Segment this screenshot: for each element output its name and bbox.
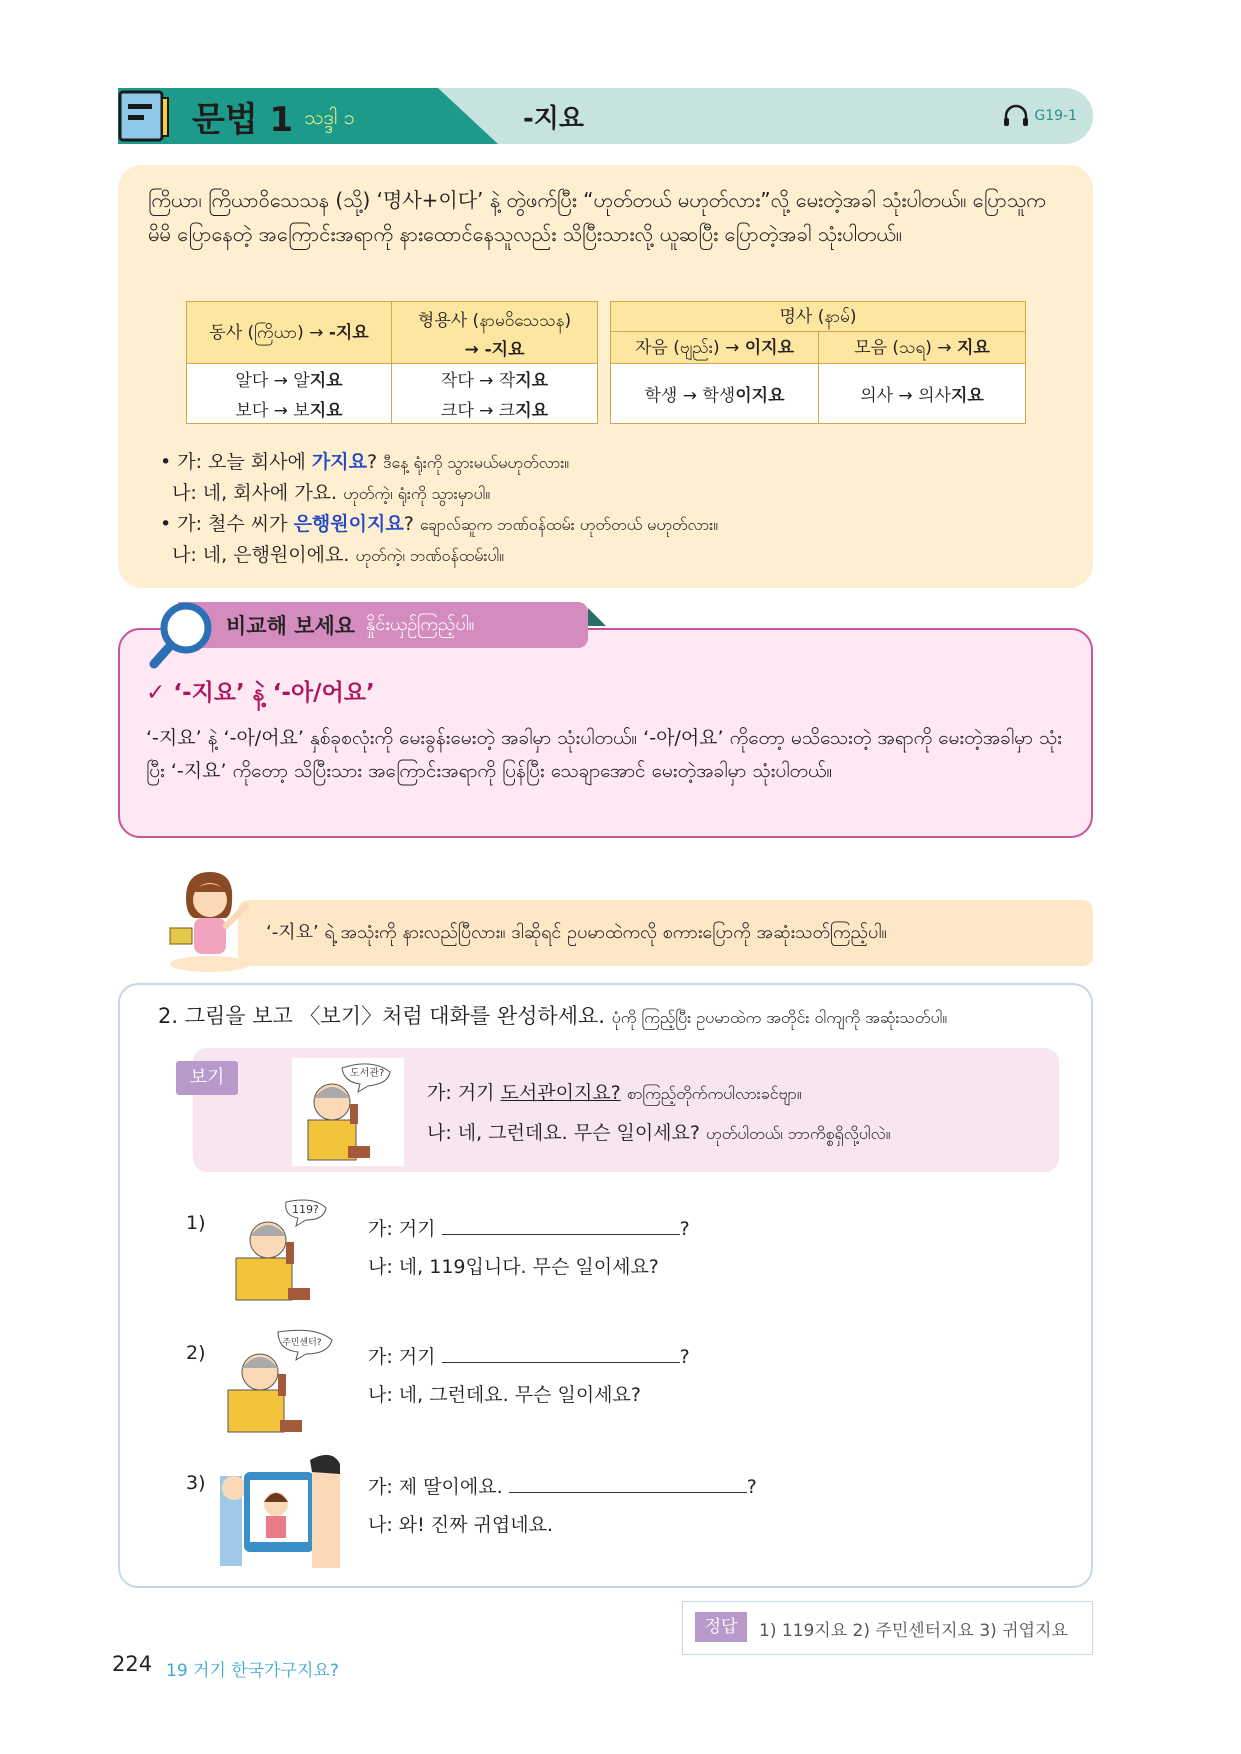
man-on-phone-illustration [228,1196,340,1304]
example-sentence [172,540,504,569]
exercise-title [158,1000,947,1031]
man-on-phone-illustration [292,1058,404,1166]
compare-heading [146,674,375,712]
noun-header: 명사 (နာမ်) [611,302,1026,332]
verb-header [187,302,392,364]
answer-blank[interactable] [442,1345,680,1363]
noun-conjugation-table [610,301,1026,424]
example-line-b [427,1118,890,1147]
example-translation: ဟုတ်ကဲ့၊ ရုံးကို သွားမှာပါ။ [343,484,491,503]
vowel-header [819,332,1026,364]
example-line-a [427,1078,802,1107]
consonant-header-ending: 이지요 [744,338,794,358]
audio-track[interactable] [1002,104,1077,128]
example-translation: ဒီနေ့ ရုံးကို သွားမယ်မဟုတ်လား။ [383,453,570,472]
item-number: 1) [186,1212,206,1234]
bullet: • [160,451,172,473]
example-korean: 가: 오늘 회사에 [177,451,312,473]
speech-bubble-text: 주민센터? [282,1338,322,1348]
tip-text: ‘-지요’ ရဲ့ အသုံးကို နားလည်ပြီလား။ ဒါဆိုရင် ဥပမာထဲကလို စကားပြောကို အဆုံးသတ်ကြည့်ပါ။ [266,922,887,943]
verb-example-2-ending: 지요 [309,400,343,421]
consonant-example-stem: 학생 → 학생 [644,386,736,406]
page-number: 224 [112,1652,153,1676]
exercise-title-korean: 2. 그림을 보고 〈보기〉처럼 대화를 완성하세요. [158,1004,605,1028]
tab-fold [588,608,606,626]
example-line-b-translation: ဟုတ်ပါတယ်၊ ဘာကိစ္စရှိလို့ပါလဲ။ [706,1124,891,1143]
exercise-title-translation: ပုံကို ကြည့်ပြီး ဥပမာထဲက အတိုင်း ဝါကျကို အဆုံးသတ်ပါ။ [611,1008,948,1027]
consonant-header [611,332,819,364]
verb-header-text: 동사 (ကြိယာ) → [209,323,329,343]
example-label: 보기 [176,1061,238,1095]
item-3-prefix: 가: 제 딸이에요. [368,1476,503,1498]
example-line-b-korean: 나: 네, 그런데요. 무슨 일이세요? [427,1122,700,1144]
adjective-header-line1: 형용사 (နာမဝိသေသန) [417,310,572,331]
speech-bubble-text: 119? [292,1203,319,1216]
adjective-example-1-ending: 지요 [515,371,549,392]
compare-body: ‘-지요’ နဲ့ ‘-아/어요’ နှစ်ခုစလုံးကို မေးခွန်းမေးတဲ့ အခါမှာ သုံးပါတယ်။ ‘-아/어요’ ကိုတော့ မသိသေးတဲ့ အရာကို မေးတဲ့အခါမှာ သုံးပြီး ‘-지요’ ကိုတော့ သိပြီးသား အကြောင်းအရာကို ပြန်ပြီး သေချာအောင် မေးတဲ့အခါမှာ သုံးပါတယ်။ [146,727,1063,782]
adjective-header [392,302,598,364]
item-2-line-b: 나: 네, 그런데요. 무슨 일이세요? [368,1384,641,1406]
item-2-question-mark: ? [679,1346,690,1368]
example-line-a-prefix: 가: 거기 [427,1082,501,1104]
example-sentence [160,509,718,538]
item-1-line-a [368,1214,690,1241]
answer-text: 1) 119지요 2) 주민센터지요 3) 귀엽지요 [759,1621,1068,1641]
check-icon: ✓ [146,680,166,706]
compare-heading-text: ‘-지요’ နဲ့ ‘-아/어요’ [173,680,375,706]
adjective-example-2-ending: 지요 [515,400,549,421]
example-line-a-translation: စာကြည့်တိုက်ကပါလားခင်ဗျာ။ [626,1084,802,1103]
chapter-title: 19 거기 한국가구지요? [166,1661,339,1681]
example-korean: 나: 네, 회사에 가요. [172,482,344,504]
grammar-topic: -지요 [523,104,585,134]
item-1-question-mark: ? [679,1218,690,1240]
answer-blank[interactable] [442,1217,680,1235]
example-keyword: 은행원이지요 [293,513,404,535]
answer-key [682,1601,1093,1655]
item-1-prefix: 가: 거기 [368,1218,436,1240]
verb-example-1 [187,364,392,394]
compare-tab-label: 비교해 보세요 [226,614,356,638]
adjective-example-1-stem: 작다 → 작 [440,371,516,392]
example-answer: 도서관이지요? [500,1082,621,1104]
vowel-example-ending: 지요 [950,386,984,406]
example-punct: ? [403,513,420,535]
item-2-prefix: 가: 거기 [368,1346,436,1368]
adjective-example-2-stem: 크다 → 크 [440,400,516,421]
grammar-subtitle: သဒ္ဒါ ၁ [304,105,355,129]
item-3-line-a [368,1472,757,1499]
item-3-question-mark: ? [746,1476,757,1498]
bullet: • [160,513,172,535]
compare-tab-translation: နှိုင်းယှဉ်ကြည့်ပါ။ [366,614,475,635]
headphones-icon [1002,104,1030,128]
man-on-phone-illustration [220,1328,338,1436]
answer-tag: 정답 [695,1612,747,1642]
item-number: 2) [186,1342,206,1364]
example-korean: 가: 철수 씨가 [177,513,294,535]
item-number: 3) [186,1472,206,1494]
speech-bubble-text: 도서관? [350,1068,385,1079]
example-translation: ချောလ်ဆူက ဘဏ်ဝန်ထမ်း ဟုတ်တယ် မဟုတ်လား။ [419,515,719,534]
teacher-illustration [162,862,258,972]
example-korean: 나: 네, 은행원이에요. [172,544,356,566]
verb-conjugation-table [186,301,598,424]
consonant-example [611,364,819,424]
example-sentence [172,478,490,507]
example-sentence [160,447,569,476]
verb-example-2-stem: 보다 → 보 [235,400,310,421]
verb-example-1-ending: 지요 [309,371,343,392]
consonant-example-ending: 이지요 [735,386,785,406]
item-3-line-b: 나: 와! 진짜 귀엽네요. [368,1514,554,1536]
phone-photo-illustration [220,1452,340,1568]
verb-example-2 [187,394,392,424]
verb-header-ending: -지요 [328,323,369,343]
example-translation: ဟုတ်ကဲ့၊ ဘဏ်ဝန်ထမ်းပါ။ [355,546,505,565]
audio-track-label: G19-1 [1034,108,1077,124]
book-icon [118,88,170,144]
item-1-line-b: 나: 네, 119입니다. 무슨 일이세요? [368,1256,659,1278]
compare-tab [178,602,588,648]
magnifier-icon [148,600,214,670]
consonant-header-text: 자음 (ဗျည်း) → [635,338,745,358]
vowel-example-stem: 의사 → 의사 [860,386,951,406]
item-2-line-a [368,1342,690,1369]
vowel-header-text: 모음 (သရ) → [854,338,957,358]
adjective-example-2 [392,394,598,424]
vowel-header-ending: 지요 [956,338,990,358]
grammar-title: 문법 1 [192,100,294,140]
example-keyword: 가지요 [311,451,367,473]
verb-example-1-stem: 알다 → 알 [235,371,310,392]
answer-blank[interactable] [509,1475,747,1493]
vowel-example [819,364,1026,424]
example-punct: ? [366,451,384,473]
grammar-header [118,88,1093,144]
adjective-example-1 [392,364,598,394]
explanation-box [118,165,1093,588]
adjective-header-line2: → -지요 [464,339,525,360]
explanation-intro: ကြိယာ၊ ကြိယာဝိသေသန (သို့) ‘명사+이다’ နဲ့ တွဲဖက်ပြီး “ဟုတ်တယ် မဟုတ်လား”လို့ မေးတဲ့အခါ သုံးပါတယ်။ ပြောသူက မိမိ ပြောနေတဲ့ အကြောင်းအရာကို နားထောင်နေသူလည်း သိပြီးသားလို့ ယူဆပြီး ပြောတဲ့အခါ သုံးပါတယ်။ [148,188,1046,246]
